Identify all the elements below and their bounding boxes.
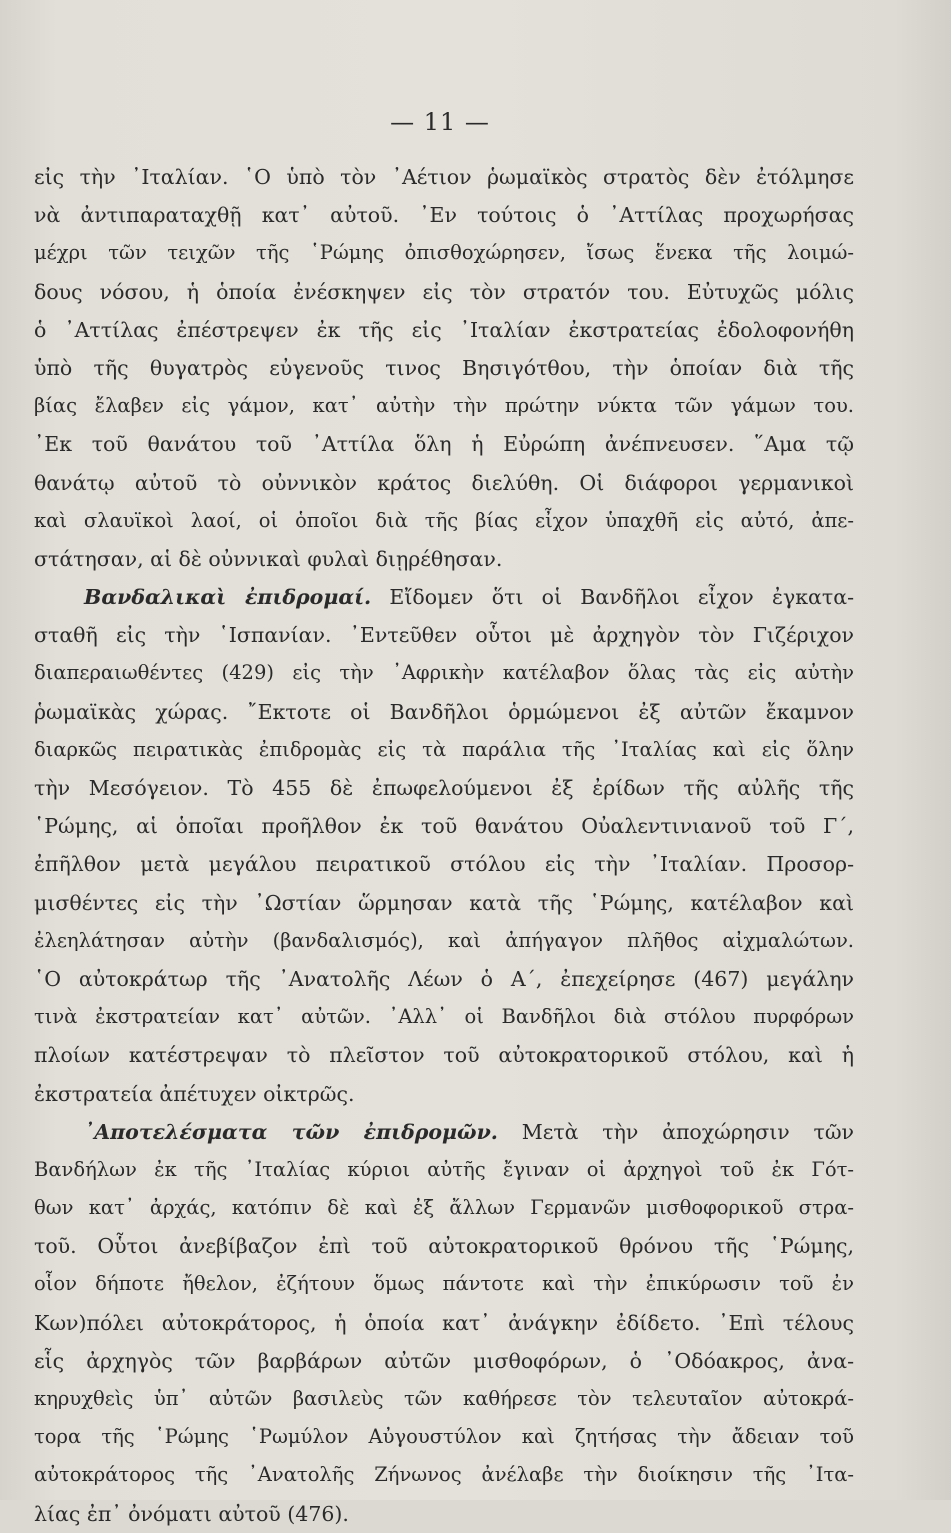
- text-segment: Μετὰ τὴν ἀποχώρησιν τῶν: [521, 1119, 854, 1144]
- text-line: εἰς τὴν ᾿Ιταλίαν. ῾Ο ὑπὸ τὸν ᾿Αέτιον ῥωμαϊκὸς στρατὸς δὲν ἐτόλμησε: [34, 165, 854, 189]
- text-line: ὑπὸ τῆς θυγατρὸς εὐγενοῦς τινος Βησιγότθου, τὴν ὁποίαν διὰ τῆς: [34, 355, 854, 380]
- text-line: δους νόσου, ἡ ὁποία ἐνέσκηψεν εἰς τὸν στρατόν του. Εὐτυχῶς μόλις: [34, 279, 854, 304]
- text-line: Κων)πόλει αὐτοκράτορος, ἡ ὁποία κατ᾿ ἀνάγκην ἐδίδετο. ᾿Επὶ τέλους: [34, 1310, 854, 1335]
- text-line: ἐκστρατεία ἀπέτυχεν οἰκτρῶς.: [34, 1081, 355, 1106]
- text-line: ῾Ο αὐτοκράτωρ τῆς ᾿Ανατολῆς Λέων ὁ Α΄, ἐπεχείρησε (467) μεγάλην: [34, 966, 854, 991]
- text-line: θων κατ᾿ ἀρχάς, κατόπιν δὲ καὶ ἐξ ἄλλων Γερμανῶν μισθοφορικοῦ στρα-: [34, 1196, 854, 1220]
- text-line: αὐτοκράτορος τῆς ᾿Ανατολῆς Ζήνωνος ἀνέλαβε τὴν διοίκησιν τῆς ᾿Ιτα-: [34, 1463, 854, 1487]
- text-line: βίας ἔλαβεν εἰς γάμον, κατ᾿ αὐτὴν τὴν πρώτην νύκτα τῶν γάμων του.: [34, 394, 854, 418]
- text-line: μισθέντες εἰς τὴν ᾿Ωστίαν ὥρμησαν κατὰ τῆς ῾Ρώμης, κατέλαβον καὶ: [34, 890, 854, 915]
- section-heading-line: [34, 578, 854, 616]
- text-line: ἐπῆλθον μετὰ μεγάλου πειρατικοῦ στόλου εἰς τὴν ᾿Ιταλίαν. Προσορ-: [34, 852, 854, 877]
- text-segment: Εἴδομεν ὅτι οἱ Βανδῆλοι εἶχον ἐγκατα-: [389, 585, 855, 610]
- text-line: νὰ ἀντιπαραταχθῇ κατ᾿ αὐτοῦ. ᾿Εν τούτοις ὁ ᾿Αττίλας προχωρήσας: [34, 203, 854, 228]
- text-line: ῾Ρώμης, αἱ ὁποῖαι προῆλθον ἐκ τοῦ θανάτου Οὐαλεντινιανοῦ τοῦ Γ΄,: [34, 814, 854, 839]
- text-line: τοῦ. Οὗτοι ἀνεβίβαζον ἐπὶ τοῦ αὐτοκρατορικοῦ θρόνου τῆς ῾Ρώμης,: [34, 1234, 854, 1259]
- text-line: μέχρι τῶν τειχῶν τῆς ῾Ρώμης ὀπισθοχώρησεν, ἴσως ἕνεκα τῆς λοιμώ-: [34, 241, 854, 265]
- page-number: — 11 —: [390, 108, 490, 136]
- text-line: διαπεραιωθέντες (429) εἰς τὴν ᾿Αφρικὴν κατέλαβον ὅλας τὰς εἰς αὐτὴν: [34, 661, 854, 685]
- text-line: σταθῆ εἰς τὴν ῾Ισπανίαν. ᾿Εντεῦθεν οὗτοι μὲ ἀρχηγὸν τὸν Γιζέριχον: [34, 623, 854, 648]
- text-line: λίας ἐπ᾿ ὀνόματι αὐτοῦ (476).: [34, 1501, 349, 1526]
- text-line: τορα τῆς ῾Ρώμης ῾Ρωμύλον Αὐγουστύλον καὶ ζητήσας τὴν ἄδειαν τοῦ: [34, 1425, 854, 1449]
- text-line: πλοίων κατέστρεψαν τὸ πλεῖστον τοῦ αὐτοκρατορικοῦ στόλου, καὶ ἡ: [34, 1043, 854, 1068]
- text-line: κηρυχθεὶς ὑπ᾿ αὐτῶν βασιλεὺς τῶν καθήρεσε τὸν τελευταῖον αὐτοκρά-: [34, 1387, 854, 1410]
- text-line: οἷον δήποτε ἤθελον, ἐζήτουν ὅμως πάντοτε καὶ τὴν ἐπικύρωσιν τοῦ ἐν: [34, 1272, 854, 1296]
- text-line: ᾿Εκ τοῦ θανάτου τοῦ ᾿Αττίλα ὅλη ἡ Εὐρώπη ἀνέπνευσεν. ῞Αμα τῷ: [34, 432, 854, 457]
- text-line: τὴν Μεσόγειον. Τὸ 455 δὲ ἐπωφελούμενοι ἐξ ἐρίδων τῆς αὐλῆς τῆς: [34, 776, 854, 800]
- section-heading-results: ᾿Αποτελέσματα τῶν ἐπιδρομῶν.: [84, 1119, 498, 1144]
- body-text: [34, 158, 854, 1533]
- text-line: ῥωμαϊκὰς χώρας. ῎Εκτοτε οἱ Βανδῆλοι ὁρμώμενοι ἐξ αὐτῶν ἔκαμνον: [34, 699, 854, 724]
- text-line: ἐλεηλάτησαν αὐτὴν (βανδαλισμός), καὶ ἀπήγαγον πλῆθος αἰχμαλώτων.: [34, 928, 854, 952]
- section-heading-vandal-raids: Βανδαλικαὶ ἐπιδρομαί.: [84, 585, 372, 610]
- text-line: θανάτῳ αὐτοῦ τὸ οὐννικὸν κράτος διελύθη. Οἱ διάφοροι γερμανικοὶ: [34, 470, 854, 495]
- text-line: εἷς ἀρχηγὸς τῶν βαρβάρων αὐτῶν μισθοφόρων, ὁ ᾿Οδόακρος, ἀνα-: [34, 1348, 854, 1373]
- text-line: στάτησαν, αἱ δὲ οὐννικαὶ φυλαὶ διῃρέθησαν.: [34, 546, 503, 571]
- text-line: ὁ ᾿Αττίλας ἐπέστρεψεν ἐκ τῆς εἰς ᾿Ιταλίαν ἐκστρατείας ἐδολοφονήθη: [34, 317, 854, 342]
- text-line: Βανδήλων ἐκ τῆς ᾿Ιταλίας κύριοι αὐτῆς ἔγιναν οἱ ἀρχηγοὶ τοῦ ἐκ Γότ-: [34, 1157, 854, 1181]
- text-line: τινὰ ἐκστρατείαν κατ᾿ αὐτῶν. ᾿Αλλ᾿ οἱ Βανδῆλοι διὰ στόλου πυρφόρων: [34, 1005, 854, 1029]
- text-line: διαρκῶς πειρατικὰς ἐπιδρομὰς εἰς τὰ παράλια τῆς ᾿Ιταλίας καὶ εἰς ὅλην: [34, 737, 854, 761]
- section-heading-line: [34, 1113, 854, 1151]
- text-line: καὶ σλαυϊκοὶ λαοί, οἱ ὁποῖοι διὰ τῆς βίας εἶχον ὑπαχθῆ εἰς αὐτό, ἀπε-: [34, 508, 854, 532]
